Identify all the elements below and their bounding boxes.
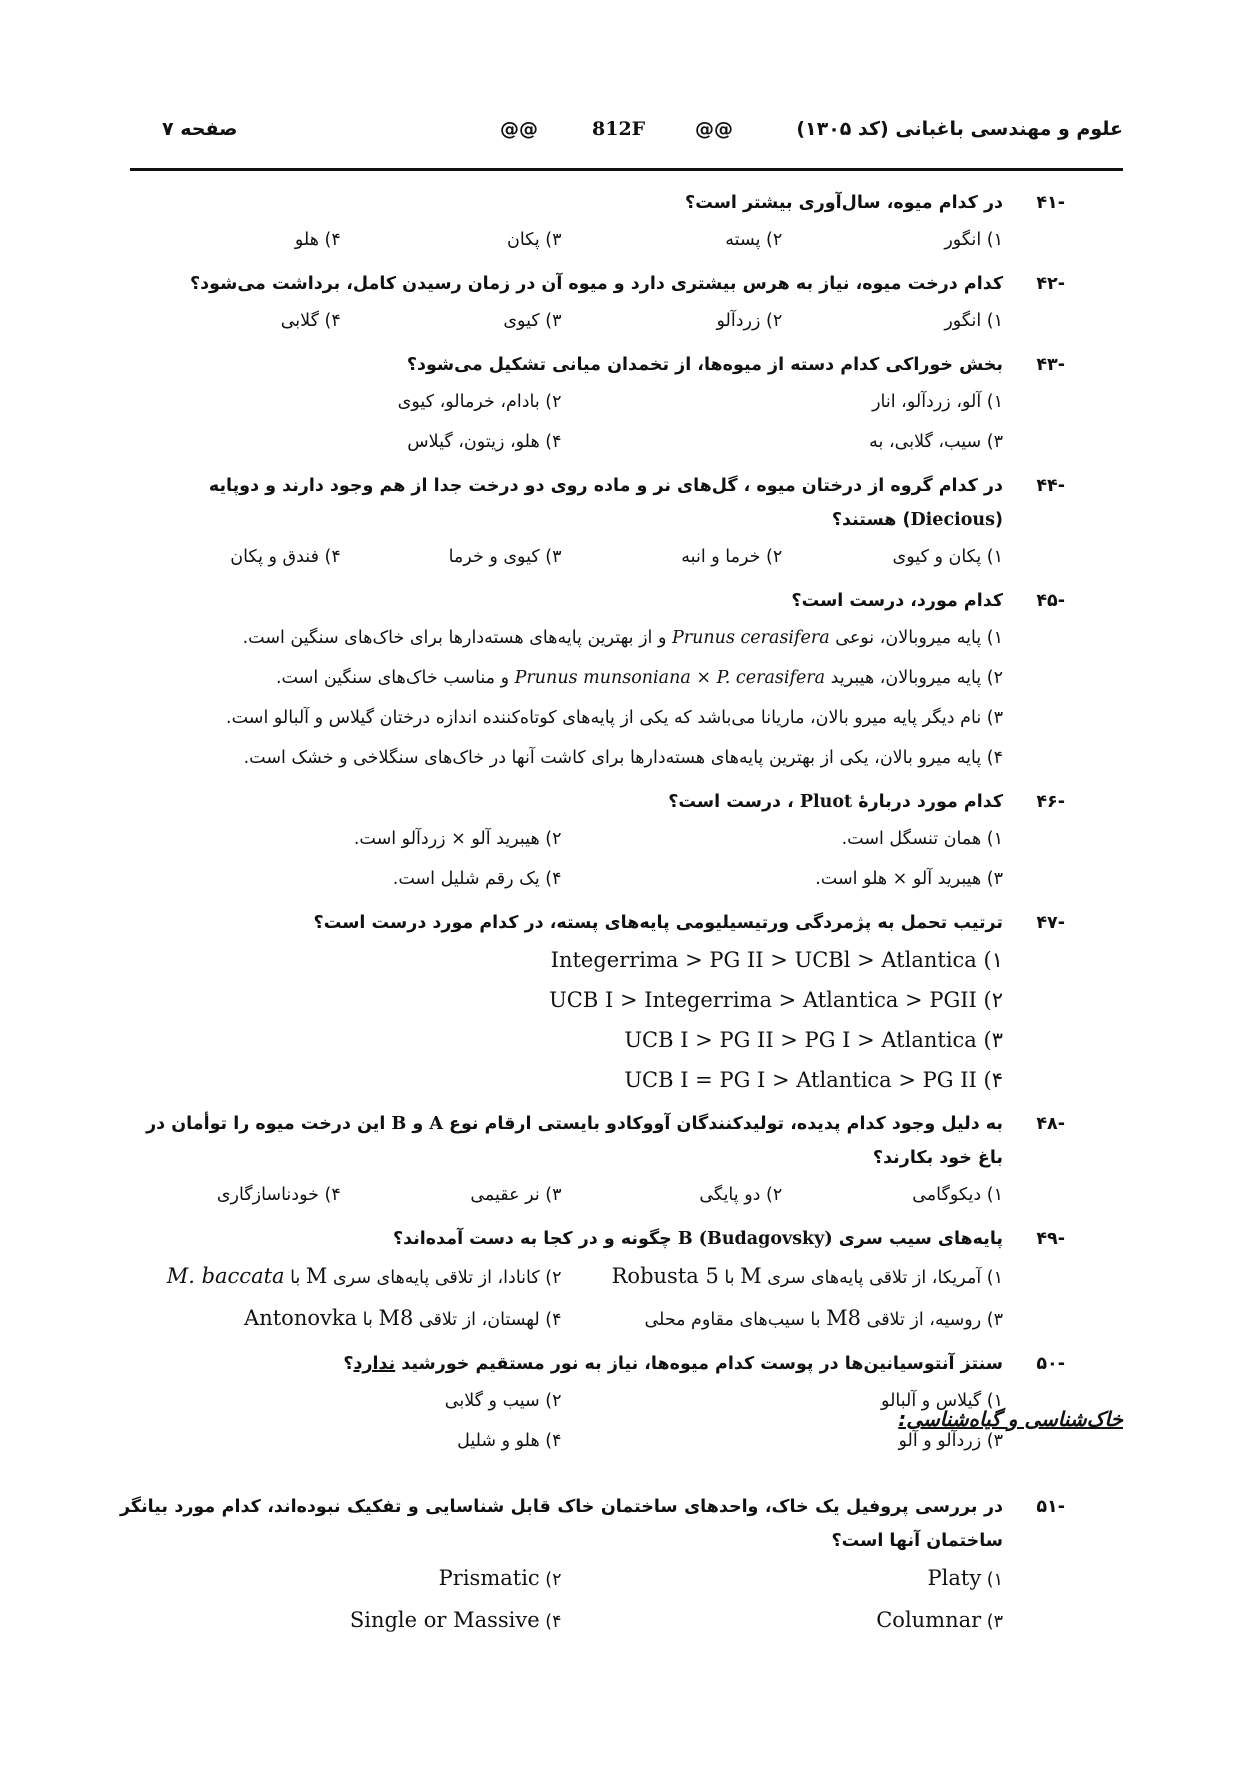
- option-number: ۲): [545, 1570, 562, 1590]
- questions-block: [120, 186, 1065, 1468]
- option-1[interactable]: ۱) دیکوگامی: [912, 1185, 1003, 1205]
- option-2[interactable]: ۲) دو پایگی: [699, 1185, 783, 1205]
- question-text-part: کدام مورد دربارهٔ: [852, 792, 1003, 812]
- underlined-negation: ندارد: [353, 1354, 396, 1374]
- question-number: -۴۴: [1036, 476, 1065, 496]
- option-text: و مناسب خاک‌های سنگین است.: [275, 668, 515, 688]
- option-2[interactable]: [120, 980, 1003, 1020]
- option-text: ۳) روسیه، از تلاقی: [861, 1310, 1003, 1330]
- option-text: Prismatic: [438, 1566, 540, 1590]
- option-number: ۳): [983, 1028, 1003, 1052]
- option-1[interactable]: ۱) آلو، زردآلو، انار: [872, 392, 1003, 412]
- question-text-part: و: [406, 1114, 430, 1134]
- question-number: -۴۶: [1036, 792, 1065, 812]
- option-4[interactable]: [120, 1600, 562, 1642]
- option-text: Integerrima > PG II > UCBl > Atlantica: [550, 948, 977, 972]
- option-3[interactable]: [562, 1298, 1004, 1340]
- question-text-part: ، درست است؟: [668, 792, 800, 812]
- options-row: [120, 1175, 1003, 1215]
- latin-cultivar: Robusta 5: [611, 1264, 719, 1288]
- type-b-label: B: [391, 1114, 407, 1134]
- option-text: UCB I > PG II > PG I > Atlantica: [624, 1028, 977, 1052]
- options-row: [120, 819, 1003, 859]
- options-row: [120, 301, 1003, 341]
- question-44: [120, 469, 1065, 577]
- question-48: [120, 1107, 1065, 1215]
- option-number: ۱): [986, 1570, 1003, 1590]
- question-number: -۴۱: [1036, 193, 1065, 213]
- question-text: در بررسی پروفیل یک خاک، واحدهای ساختمان خاک قابل شناسایی و تفکیک نبوده‌اند، کدام مورد بیانگر ساختمان آنها است؟: [120, 1497, 1003, 1551]
- option-number: ۳): [986, 1612, 1003, 1632]
- question-51: [120, 1490, 1065, 1642]
- question-number: -۵۰: [1036, 1354, 1065, 1374]
- marker-left: @@: [500, 118, 538, 140]
- option-1[interactable]: [562, 1558, 1004, 1600]
- option-text: با: [718, 1268, 741, 1288]
- option-text: Columnar: [876, 1608, 982, 1632]
- option-3[interactable]: ۳) زردآلو و آلو: [898, 1431, 1003, 1451]
- latin-species: Prunus munsoniana × P. cerasifera: [514, 668, 826, 688]
- question-49: [120, 1222, 1065, 1340]
- options-row: [120, 1558, 1003, 1600]
- option-3[interactable]: ۳) کیوی و خرما: [448, 547, 562, 567]
- question-text-part: چگونه و در کجا به دست آمده‌اند؟: [392, 1229, 678, 1249]
- latin-rootstock: M8: [826, 1306, 862, 1330]
- question-text: [120, 1222, 1003, 1256]
- option-1[interactable]: ۱) گیلاس و آلبالو: [881, 1391, 1003, 1411]
- option-3[interactable]: ۳) نام دیگر پایه میرو بالان، ماریانا می‌باشد که یکی از پایه‌های کوتاه‌کننده اندازه درختان گیلاس و آلبالو است.: [226, 708, 1003, 728]
- section-title: خاک‌شناسی و گیاه‌شناسی:: [898, 1407, 1123, 1431]
- option-3[interactable]: [562, 1600, 1004, 1642]
- latin-rootstock: M8: [378, 1306, 414, 1330]
- exam-subject: علوم و مهندسی باغبانی (کد ۱۳۰۵): [796, 118, 1123, 140]
- option-2[interactable]: ۲) هیبرید آلو × زردآلو است.: [353, 829, 562, 849]
- question-text: [120, 469, 1003, 537]
- option-number: ۴): [983, 1068, 1003, 1092]
- series-m: M: [740, 1264, 762, 1288]
- question-text: کدام درخت میوه، نیاز به هرس بیشتری دارد و میوه آن در زمان رسیدن کامل، برداشت می‌شود؟: [190, 274, 1003, 294]
- type-a-label: A: [429, 1114, 443, 1134]
- question-41: [120, 186, 1065, 260]
- option-text: UCB I = PG I > Atlantica > PG II: [624, 1068, 977, 1092]
- option-1[interactable]: ۱) انگور: [944, 311, 1003, 331]
- option-text: UCB I > Integerrima > Atlantica > PGII: [549, 988, 977, 1012]
- question-text: [120, 1107, 1003, 1175]
- question-text: [120, 1347, 1003, 1381]
- option-text: با: [284, 1268, 306, 1288]
- question-text-part: این درخت میوه را توأمان در باغ خود بکارند؟: [146, 1114, 1003, 1168]
- latin-term: Diecious: [910, 510, 995, 530]
- options-row: [120, 422, 1003, 462]
- option-2[interactable]: [120, 1558, 562, 1600]
- question-46: [120, 785, 1065, 899]
- option-text: ۱) پایه میروبالان، نوعی: [829, 628, 1003, 648]
- option-4[interactable]: [120, 1060, 1003, 1100]
- option-number: ۴): [545, 1612, 562, 1632]
- option-1[interactable]: [120, 618, 1003, 658]
- option-1[interactable]: ۱) پکان و کیوی: [892, 547, 1003, 567]
- options-row: [120, 382, 1003, 422]
- option-1[interactable]: ۱) انگور: [944, 230, 1003, 250]
- option-4[interactable]: [120, 1298, 562, 1340]
- question-text: کدام مورد، درست است؟: [791, 591, 1003, 611]
- question-42: [120, 267, 1065, 341]
- option-2[interactable]: ۲) پسته: [725, 230, 783, 250]
- option-4[interactable]: ۴) هلو و شلیل: [457, 1431, 562, 1451]
- booklet-code: 812F: [592, 118, 646, 140]
- page-number: صفحه ۷: [162, 118, 238, 140]
- question-text: [120, 785, 1003, 819]
- option-text: با سیب‌های مقاوم محلی: [644, 1310, 827, 1330]
- option-2[interactable]: ۲) بادام، خرمالو، کیوی: [397, 392, 562, 412]
- option-4[interactable]: ۴) فندق و پکان: [230, 547, 341, 567]
- option-3[interactable]: ۳) هیبرید آلو × هلو است.: [815, 869, 1003, 889]
- question-number: -۴۹: [1036, 1229, 1065, 1249]
- options-row: [120, 1256, 1003, 1298]
- option-2[interactable]: ۲) سیب و گلابی: [444, 1391, 562, 1411]
- options-row: [120, 1600, 1003, 1642]
- options-row: [120, 1381, 1003, 1421]
- option-4[interactable]: ۴) خودناسازگاری: [216, 1185, 341, 1205]
- options-row: [120, 537, 1003, 577]
- question-text-part: پایه‌های سیب سری: [832, 1229, 1003, 1249]
- option-number: ۲): [983, 988, 1003, 1012]
- question-text-part: ) هستند؟: [831, 510, 911, 530]
- option-4[interactable]: ۴) پایه میرو بالان، یکی از بهترین پایه‌های هسته‌دارها برای کاشت آنها در خاک‌های سنگلاخی و خشک است.: [243, 748, 1003, 768]
- question-text-part: در کدام گروه از درختان میوه ، گل‌های نر و ماده روی دو درخت جدا از هم وجود دارند و دوپایه (: [208, 476, 1003, 530]
- option-text: Platy: [927, 1566, 982, 1590]
- latin-term: Pluot: [799, 792, 853, 812]
- option-4[interactable]: ۴) هلو: [294, 230, 341, 250]
- option-1[interactable]: ۱) همان تنسگل است.: [841, 829, 1003, 849]
- latin-cultivar: Antonovka: [244, 1306, 358, 1330]
- option-text: ۲) پایه میروبالان، هیبرید: [825, 668, 1003, 688]
- question-number: -۴۵: [1036, 591, 1065, 611]
- question-43: [120, 348, 1065, 462]
- option-4[interactable]: ۴) هلو، زیتون، گیلاس: [407, 432, 562, 452]
- option-text: ۴) لهستان، از تلاقی: [413, 1310, 562, 1330]
- marker-right: @@: [695, 118, 733, 140]
- question-50: [120, 1347, 1065, 1461]
- option-text: و از بهترین پایه‌های هسته‌دارها برای خاک‌های سنگین است.: [242, 628, 672, 648]
- latin-species: Prunus cerasifera: [672, 628, 830, 648]
- question-number: -۵۱: [1036, 1497, 1065, 1517]
- header-rule: [130, 168, 1123, 171]
- options-row: [120, 220, 1003, 260]
- option-3[interactable]: ۳) نر عقیمی: [470, 1185, 562, 1205]
- question-number: -۴۸: [1036, 1114, 1065, 1134]
- latin-term: B (Budagovsky): [677, 1229, 833, 1249]
- option-2[interactable]: [120, 1256, 562, 1298]
- series-m: M: [305, 1264, 328, 1288]
- option-number: ۱): [983, 948, 1003, 972]
- option-1[interactable]: [562, 1256, 1004, 1298]
- question-text: ترتیب تحمل به پژمردگی ورتیسیلیومی پایه‌های پسته، در کدام مورد درست است؟: [313, 913, 1003, 933]
- option-text: ۲) کانادا، از تلاقی پایه‌های سری: [327, 1268, 562, 1288]
- question-number: -۴۷: [1036, 913, 1065, 933]
- option-2[interactable]: ۲) خرما و انبه: [681, 547, 783, 567]
- question-text-part: سنتز آنتوسیانین‌ها در پوست کدام میوه‌ها، نیاز به نور مستقیم خورشید: [395, 1354, 1003, 1374]
- option-3[interactable]: [120, 1020, 1003, 1060]
- question-45: [120, 584, 1065, 778]
- question-text-part: به دلیل وجود کدام پدیده، تولیدکنندگان آووکادو بایستی ارقام نوع: [442, 1114, 1003, 1134]
- option-text: ۱) آمریکا، از تلاقی پایه‌های سری: [761, 1268, 1003, 1288]
- question-text: بخش خوراکی کدام دسته از میوه‌ها، از تخمدان میانی تشکیل می‌شود؟: [406, 355, 1003, 375]
- option-2[interactable]: [120, 658, 1003, 698]
- question-text-part: ؟: [343, 1354, 354, 1374]
- option-1[interactable]: [120, 940, 1003, 980]
- option-3[interactable]: ۳) کیوی: [503, 311, 562, 331]
- option-3[interactable]: ۳) پکان: [506, 230, 562, 250]
- option-text: Single or Massive: [349, 1608, 540, 1632]
- options-row: [120, 859, 1003, 899]
- question-number: -۴۲: [1036, 274, 1065, 294]
- option-text: با: [357, 1310, 379, 1330]
- option-2[interactable]: ۲) زردآلو: [716, 311, 783, 331]
- question-text: در کدام میوه، سال‌آوری بیشتر است؟: [685, 193, 1003, 213]
- latin-species: M. baccata: [166, 1264, 285, 1288]
- option-4[interactable]: ۴) گلابی: [280, 311, 341, 331]
- options-row: [120, 1421, 1003, 1461]
- page-header: [130, 108, 1123, 154]
- questions-block-soil: [120, 1490, 1065, 1649]
- option-4[interactable]: ۴) یک رقم شلیل است.: [392, 869, 562, 889]
- option-3[interactable]: ۳) سیب، گلابی، به: [869, 432, 1003, 452]
- question-number: -۴۳: [1036, 355, 1065, 375]
- options-row: [120, 1298, 1003, 1340]
- question-47: [120, 906, 1065, 1100]
